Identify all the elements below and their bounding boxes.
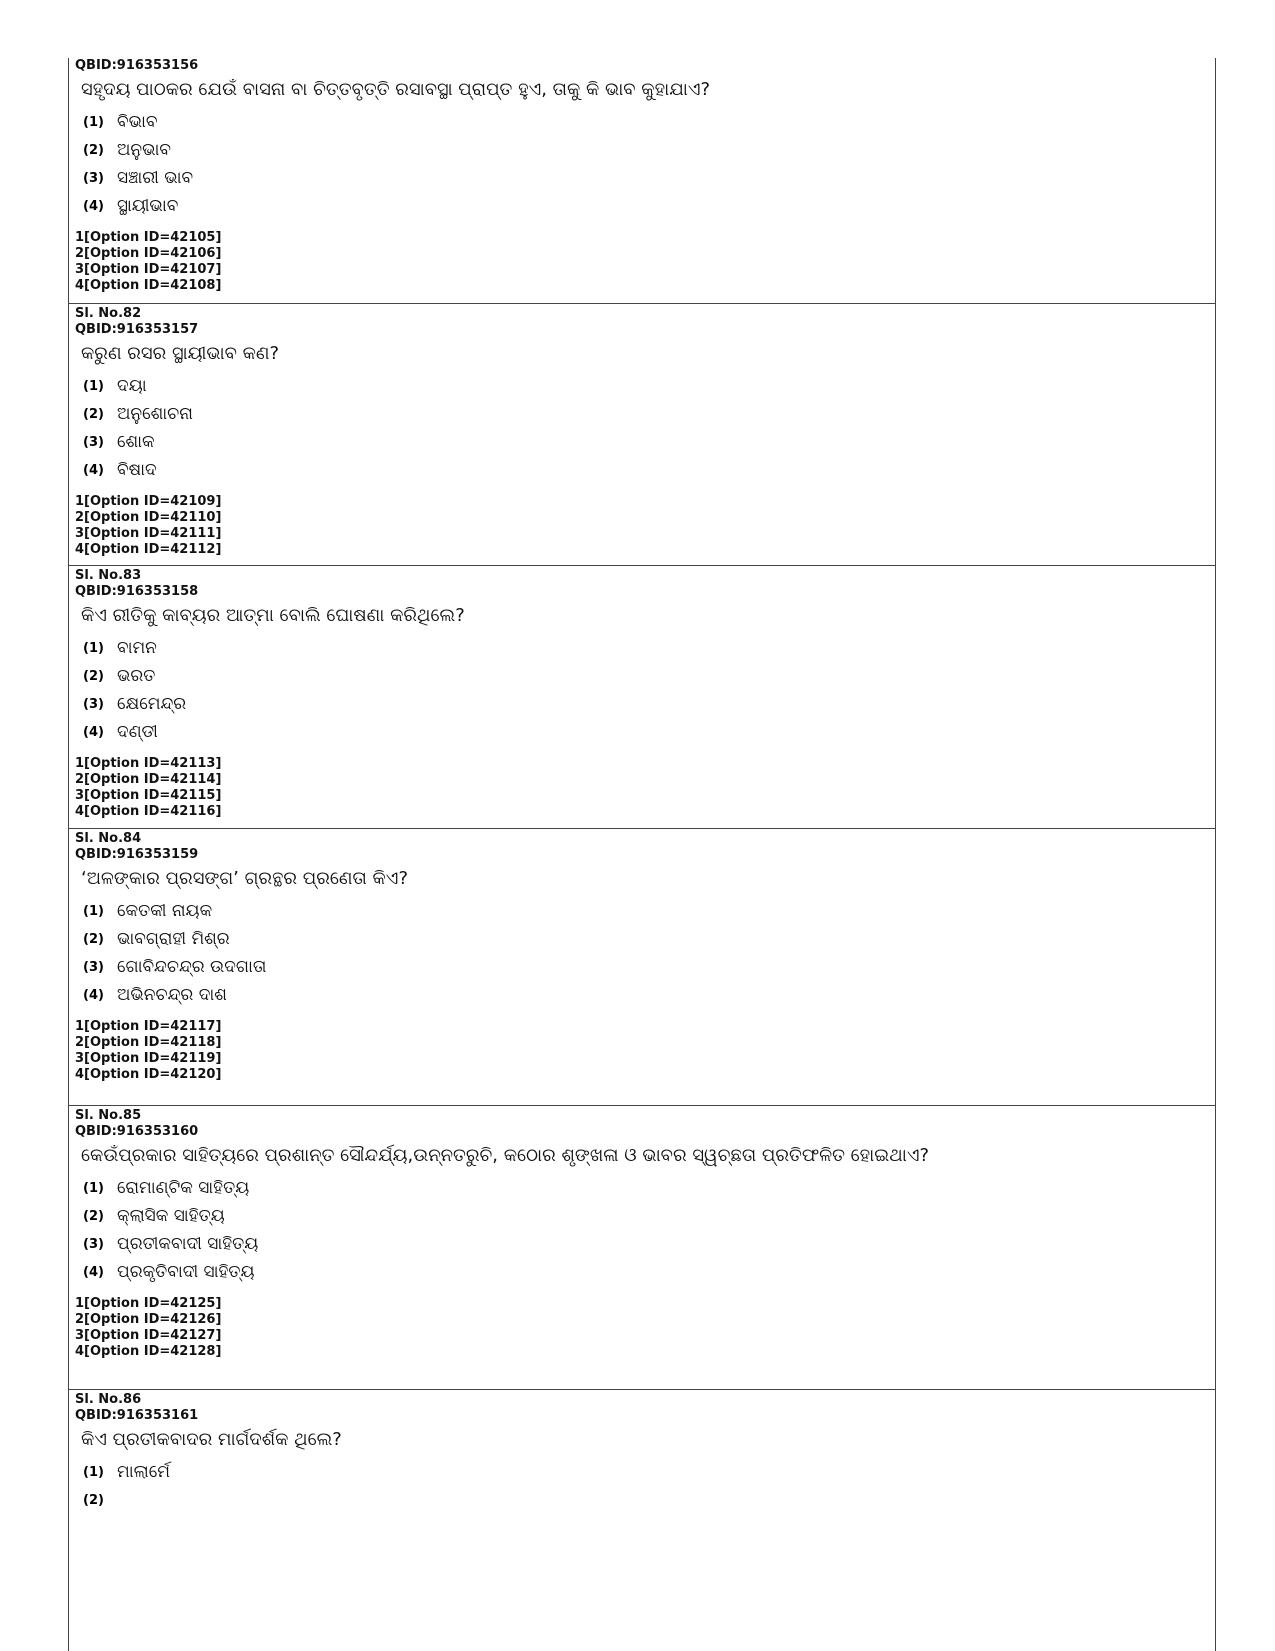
option-id: 2[Option ID=42106] (75, 246, 222, 261)
question-text: କେଉଁପ୍ରକାର ସାହିତ୍ୟରେ ପ୍ରଶାନ୍ତ ସୌନ୍ଦର୍ଯ୍ୟ,ଉନ୍ନତରୁଚି, କଠୋର ଶୃଙ୍ଖଳା ଓ ଭାବର ସ୍ୱଚ୍ଛତା ପ୍ରତିଫଳିତ ହୋଇଥାଏ? (81, 1145, 930, 1166)
question-text: ସହୃଦୟ ପାଠକର ଯେଉଁ ବାସନା ବା ଚିତ୍ତବୃତ୍ତି ରସାବସ୍ଥା ପ୍ରାପ୍ତ ହୁଏ, ତାକୁ କି ଭାବ କୁହାଯାଏ? (81, 79, 711, 100)
option-text: ସ୍ଥାୟୀଭାବ (117, 196, 179, 216)
option-number: (3) (83, 1236, 104, 1252)
option-row (83, 634, 1209, 662)
option-number: (3) (83, 434, 104, 450)
question-text: କିଏ ରୀତିକୁ କାବ୍ୟର ଆତ୍ମା ବୋଲି ଘୋଷଣା କରିଥିଲେ? (81, 605, 465, 626)
option-number: (4) (83, 724, 104, 740)
option-id: 3[Option ID=42111] (75, 526, 222, 541)
question-text: ‘ଅଳଙ୍କାର ପ୍ରସଙ୍ଗ’ ଗ୍ରନ୍ଥର ପ୍ରଣେତା କିଏ? (81, 868, 409, 889)
option-row (83, 108, 1209, 136)
option-text: ବାମନ (117, 638, 157, 658)
option-number: (4) (83, 198, 104, 214)
option-text: ଅଭିନଚନ୍ଦ୍ର ଦାଶ (117, 985, 227, 1005)
option-id: 4[Option ID=42108] (75, 278, 222, 293)
option-row (83, 164, 1209, 192)
option-number: (4) (83, 462, 104, 478)
option-id-list (75, 494, 1209, 558)
option-number: (2) (83, 668, 104, 684)
option-text: ଦୟା (117, 376, 147, 396)
option-row (83, 1174, 1209, 1202)
question-block (69, 829, 1215, 1106)
qbid: QBID:916353161 (75, 1408, 199, 1423)
option-number: (1) (83, 1180, 104, 1196)
option-row (83, 953, 1209, 981)
option-id-list (75, 1019, 1209, 1083)
option-text: ଦଣ୍ଡୀ (117, 722, 158, 742)
option-text: ପ୍ରତୀକବାଦୀ ସାହିତ୍ୟ (117, 1234, 259, 1254)
question-paper-page (68, 58, 1216, 1651)
qbid: QBID:916353157 (75, 322, 199, 337)
option-number: (2) (83, 931, 104, 947)
option-row (83, 1230, 1209, 1258)
option-row (83, 1486, 1209, 1514)
option-text: ବିଭାବ (117, 112, 158, 132)
option-id: 4[Option ID=42128] (75, 1344, 222, 1359)
option-row (83, 690, 1209, 718)
option-text: ରୋମାଣ୍ଟିକ ସାହିତ୍ୟ (117, 1178, 250, 1198)
option-text: ପ୍ରକୃତିବାଦୀ ସାହିତ୍ୟ (117, 1262, 255, 1282)
option-text: ମାଲାର୍ମେ (117, 1462, 170, 1482)
question-text: କରୁଣ ରସର ସ୍ଥାୟୀଭାବ କଣ? (81, 343, 280, 364)
serial-number: Sl. No.83 (75, 568, 142, 583)
option-row (83, 981, 1209, 1009)
option-row (83, 136, 1209, 164)
qbid: QBID:916353156 (75, 58, 199, 73)
option-text: ଗୋବିନ୍ଦଚନ୍ଦ୍ର ଉଦଗାତା (117, 957, 267, 977)
question-block (69, 58, 1215, 304)
question-block (69, 1106, 1215, 1390)
option-id: 1[Option ID=42113] (75, 756, 222, 771)
question-text: କିଏ ପ୍ରତୀକବାଦର ମାର୍ଗଦର୍ଶକ ଥିଲେ? (81, 1429, 342, 1450)
option-row (83, 400, 1209, 428)
option-number: (3) (83, 170, 104, 186)
option-text: କ୍ଷେମେନ୍ଦ୍ର (117, 694, 187, 714)
option-id: 3[Option ID=42115] (75, 788, 222, 803)
option-number: (2) (83, 1208, 104, 1224)
option-number: (4) (83, 987, 104, 1003)
question-block (69, 304, 1215, 566)
option-text: ବିଷାଦ (117, 460, 157, 480)
option-id: 4[Option ID=42112] (75, 542, 222, 557)
option-number: (1) (83, 1464, 104, 1480)
option-row (83, 372, 1209, 400)
qbid: QBID:916353158 (75, 584, 199, 599)
option-id: 1[Option ID=42109] (75, 494, 222, 509)
serial-number: Sl. No.86 (75, 1392, 142, 1407)
serial-number: Sl. No.85 (75, 1108, 142, 1123)
option-id-list (75, 230, 1209, 294)
option-number: (2) (83, 406, 104, 422)
option-number: (2) (83, 1492, 104, 1508)
option-id-list (75, 1296, 1209, 1360)
option-id: 1[Option ID=42117] (75, 1019, 222, 1034)
option-text: କେତକୀ ନାୟକ (117, 901, 213, 921)
option-row (83, 428, 1209, 456)
option-id: 1[Option ID=42105] (75, 230, 222, 245)
option-number: (1) (83, 378, 104, 394)
option-row (83, 192, 1209, 220)
option-row (83, 897, 1209, 925)
option-id: 1[Option ID=42125] (75, 1296, 222, 1311)
qbid: QBID:916353159 (75, 847, 199, 862)
option-id: 2[Option ID=42118] (75, 1035, 222, 1050)
option-text: କ୍ଲାସିକ ସାହିତ୍ୟ (117, 1206, 225, 1226)
option-row (83, 925, 1209, 953)
option-row (83, 1258, 1209, 1286)
option-id: 2[Option ID=42110] (75, 510, 222, 525)
option-number: (2) (83, 142, 104, 158)
option-id: 3[Option ID=42127] (75, 1328, 222, 1343)
option-id: 2[Option ID=42114] (75, 772, 222, 787)
option-id: 3[Option ID=42107] (75, 262, 222, 277)
option-number: (1) (83, 640, 104, 656)
option-text: ଭାବଗ୍ରାହୀ ମିଶ୍ର (117, 929, 230, 949)
option-row (83, 456, 1209, 484)
qbid: QBID:916353160 (75, 1124, 199, 1139)
serial-number: Sl. No.84 (75, 831, 142, 846)
option-text: ସଞ୍ଚାରୀ ଭାବ (117, 168, 194, 188)
option-id-list (75, 756, 1209, 820)
option-text: ଅନୁଭାବ (117, 140, 171, 160)
option-row (83, 662, 1209, 690)
option-number: (3) (83, 959, 104, 975)
option-number: (4) (83, 1264, 104, 1280)
option-number: (1) (83, 114, 104, 130)
question-block (69, 566, 1215, 829)
serial-number: Sl. No.82 (75, 306, 142, 321)
option-text: ଶୋକ (117, 432, 155, 452)
option-id: 4[Option ID=42116] (75, 804, 222, 819)
option-row (83, 718, 1209, 746)
option-text: ଭରତ (117, 666, 156, 686)
question-block (69, 1390, 1215, 1516)
option-row (83, 1202, 1209, 1230)
option-id: 2[Option ID=42126] (75, 1312, 222, 1327)
option-text: ଅନୁଶୋଚନା (117, 404, 193, 424)
option-row (83, 1458, 1209, 1486)
option-number: (3) (83, 696, 104, 712)
option-id: 3[Option ID=42119] (75, 1051, 222, 1066)
option-number: (1) (83, 903, 104, 919)
option-id: 4[Option ID=42120] (75, 1067, 222, 1082)
